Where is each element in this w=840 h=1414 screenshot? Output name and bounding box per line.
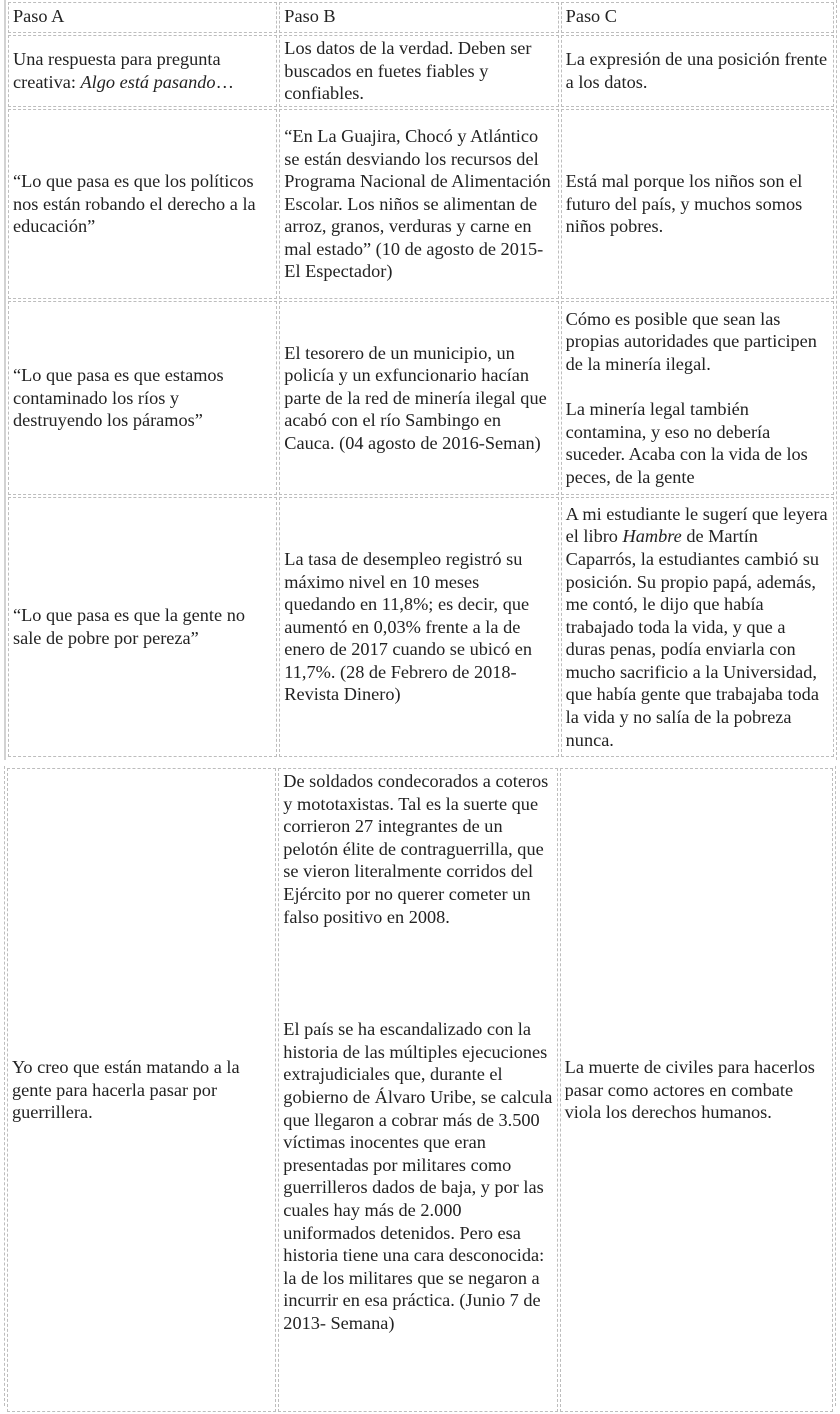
- cell-paso-b: [278, 768, 557, 1412]
- cell-paso-c: [561, 301, 834, 495]
- cell-paso-a: “Lo que pasa es que estamos contaminado los ríos y destruyendo los páramos”: [8, 301, 277, 495]
- table-row: [8, 35, 834, 107]
- table-header-row: [8, 2, 834, 33]
- cell-paso-b: Los datos de la verdad. Deben ser buscados en fuetes fiables y confiables.: [279, 35, 558, 107]
- cell-paso-c: Está mal porque los niños son el futuro del país, y muchos somos niños pobres.: [561, 109, 834, 299]
- cell-text-italic: Hambre: [622, 526, 682, 547]
- pasos-table-continued: [5, 766, 835, 1414]
- cell-paso-a: [8, 35, 277, 107]
- table-row: [8, 301, 834, 495]
- cell-paragraph: El país se ha escandalizado con la historia de las múltiples ejecuciones extrajudiciales que, durante el gobierno de Álvaro Uribe, se calcula que llegaron a cobrar más de 3.500 víctimas inocentes que eran presentadas por militares como guerrilleros dados de baja, y por las cuales hay más de 2.000 uniformados detenidos. Pero esa historia tiene una cara desconocida: la de los militares que se negaron a incurrir en esa práctica. (Junio 7 de 2013- Semana): [283, 1019, 553, 1333]
- cell-paso-a: Yo creo que están matando a la gente para hacerla pasar por guerrillera.: [7, 768, 276, 1412]
- paragraph-gap: [566, 375, 829, 398]
- cell-paso-b: La tasa de desempleo registró su máximo nivel en 10 meses quedando en 11,8%; es decir, que aumentó en 0,03% frente a la de enero de 2017 cuando se ubicó en 11,7%. (28 de Febrero de 2018-Revista Dinero): [279, 497, 558, 757]
- cell-text: Una respuesta para pregunta creativa:: [13, 49, 221, 92]
- paragraph-gap: [283, 928, 552, 1018]
- table-page-2: [4, 766, 836, 1406]
- cell-paragraph: La minería legal también contamina, y eso no debería suceder. Acaba con la vida de los peces, de la gente: [565, 399, 808, 487]
- table-page-1: [4, 0, 837, 760]
- pasos-table: [6, 0, 836, 759]
- cell-paragraph: Cómo es posible que sean las propias autoridades que participen de la minería ilegal.: [565, 308, 817, 374]
- cell-paso-c: La muerte de civiles para hacerlos pasar como actores en combate viola los derechos humanos.: [560, 768, 833, 1412]
- cell-paragraph: De soldados condecorados a coteros y mototaxistas. Tal es la suerte que corrieron 27 integrantes de un pelotón élite de contraguerrilla, que se vieron literalmente corridos del Ejército por no querer cometer un falso positivo en 2008.: [283, 771, 549, 927]
- cell-text-italic: Algo está pasando: [80, 72, 216, 92]
- cell-text: …: [215, 72, 234, 92]
- header-paso-c: Paso C: [561, 2, 834, 33]
- cell-text: A mi estudiante le sugerí que leyera el libro: [565, 503, 828, 547]
- header-paso-b: Paso B: [279, 2, 558, 33]
- cell-paso-b: El tesorero de un municipio, un policía y un exfuncionario hacían parte de la red de minería ilegal que acabó con el río Sambingo en Cauca. (04 agosto de 2016-Seman): [279, 301, 558, 495]
- cell-paso-c: La expresión de una posición frente a los datos.: [561, 35, 834, 107]
- table-row: [8, 109, 834, 299]
- table-row: [7, 768, 833, 1412]
- cell-paso-a: “Lo que pasa es que la gente no sale de pobre por pereza”: [8, 497, 277, 757]
- cell-paso-a: “Lo que pasa es que los políticos nos están robando el derecho a la educación”: [8, 109, 277, 299]
- cell-paso-c: [561, 497, 834, 757]
- header-paso-a: Paso A: [8, 2, 277, 33]
- table-row: [8, 497, 834, 757]
- cell-paso-b: “En La Guajira, Chocó y Atlántico se están desviando los recursos del Programa Nacional de Alimentación Escolar. Los niños se alimentan de arroz, granos, verduras y carne en mal estado” (10 de agosto de 2015-El Espectador): [279, 109, 558, 299]
- cell-text: de Martín Caparrós, la estudiantes cambió su posición. Su propio papá, además, me contó, le dijo que había trabajado toda la vida, y que a duras penas, podía enviarla con mucho sacrificio a la Universidad, que había gente que trabajaba toda la vida y no salía de la pobreza nunca.: [565, 526, 819, 750]
